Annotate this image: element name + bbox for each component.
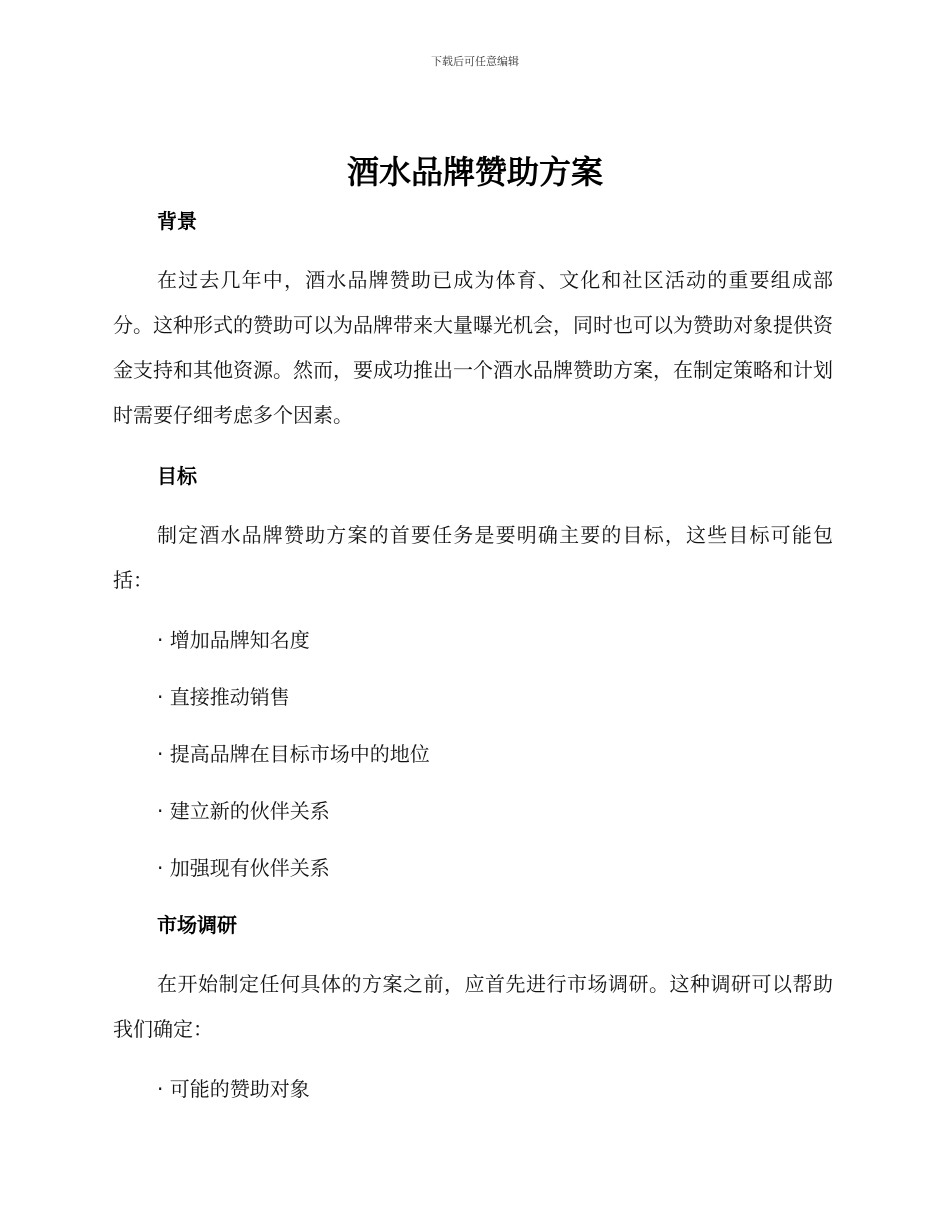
document-title: 酒水品牌赞助方案 <box>346 153 603 191</box>
list-item: · 增加品牌知名度 <box>157 628 310 652</box>
section-heading-research: 市场调研 <box>157 913 237 937</box>
list-item: · 提高品牌在目标市场中的地位 <box>157 742 430 766</box>
page-header-note: 下载后可任意编辑 <box>431 55 519 68</box>
goals-paragraph: 制定酒水品牌赞助方案的首要任务是要明确主要的目标，这些目标可能包括： <box>113 523 833 592</box>
section-heading-background: 背景 <box>157 209 197 233</box>
list-item: · 可能的赞助对象 <box>157 1077 310 1101</box>
list-item: · 加强现有伙伴关系 <box>157 856 330 880</box>
list-item: · 直接推动销售 <box>157 685 290 709</box>
section-heading-goals: 目标 <box>157 464 197 488</box>
background-paragraph: 在过去几年中，酒水品牌赞助已成为体育、文化和社区活动的重要组成部分。这种形式的赞助可以为品牌带来大量曝光机会，同时也可以为赞助对象提供资金支持和其他资源。然而，要成功推出一个酒水品牌赞助方案，在制定策略和计划时需要仔细考虑多个因素。 <box>113 268 833 427</box>
research-paragraph: 在开始制定任何具体的方案之前，应首先进行市场调研。这种调研可以帮助我们确定： <box>113 972 833 1041</box>
document-body <box>113 206 833 1104</box>
list-item: · 建立新的伙伴关系 <box>157 799 330 823</box>
